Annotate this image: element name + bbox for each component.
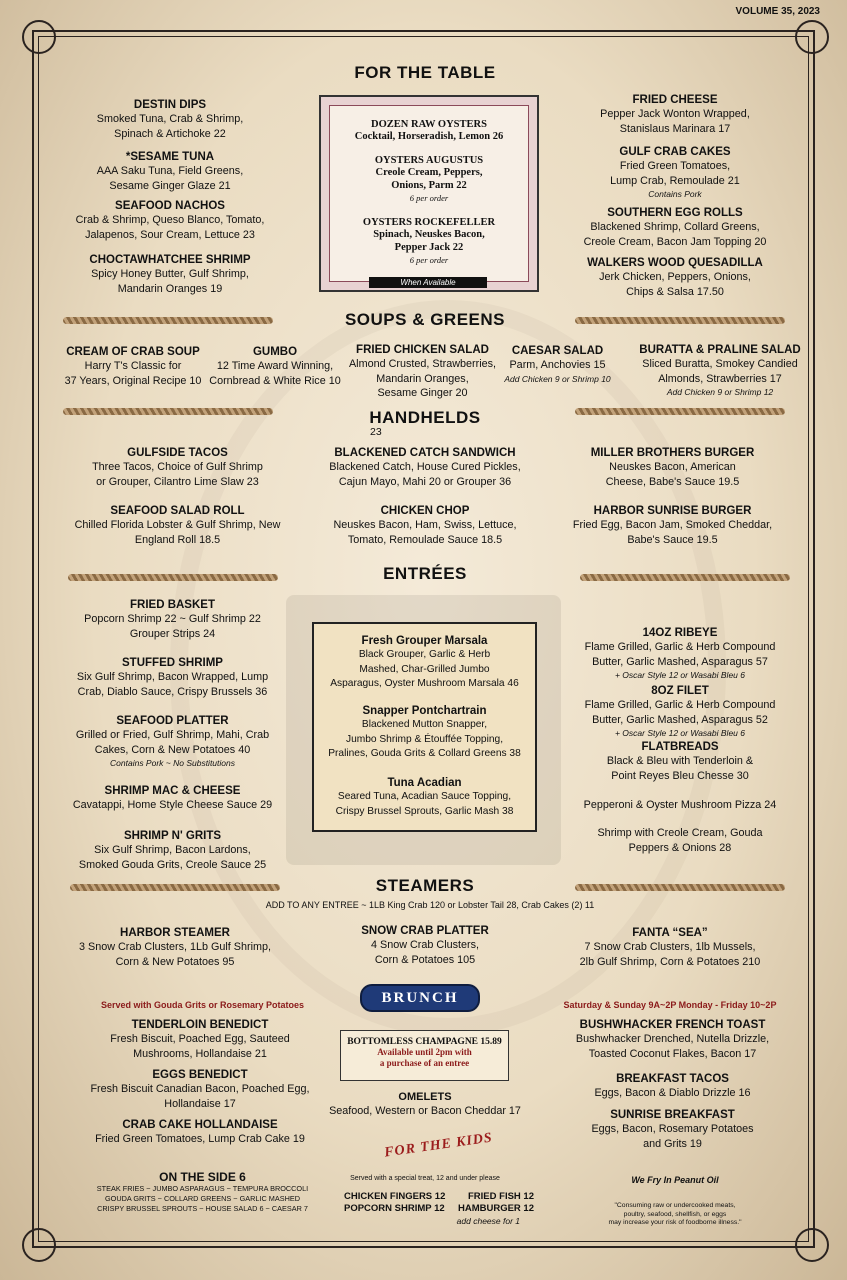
item-title: BURATTA & PRALINE SALAD bbox=[639, 344, 801, 356]
menu-item-text: Pepperoni & Oyster Mushroom Pizza 24 bbox=[583, 799, 777, 811]
menu-item bbox=[55, 1018, 345, 1061]
menu-item bbox=[560, 206, 790, 249]
item-title: FRIED CHEESE bbox=[632, 94, 718, 106]
item-desc: Creole Cream, Peppers, Onions, Parm 22 bbox=[375, 167, 483, 191]
item-note: Contains Pork bbox=[648, 189, 702, 199]
menu-item bbox=[320, 924, 530, 967]
menu-item bbox=[55, 656, 290, 699]
menu-item bbox=[55, 598, 290, 641]
item-title: SEAFOOD PLATTER bbox=[116, 715, 229, 727]
item-title: GULF CRAB CAKES bbox=[619, 146, 731, 158]
kids-cheese-note: add cheese for 1 bbox=[456, 1216, 520, 1226]
menu-item bbox=[55, 784, 290, 813]
item-title: DESTIN DIPS bbox=[133, 99, 207, 111]
item-desc: Spinach, Neuskes Bacon, Pepper Jack 22 bbox=[373, 229, 485, 253]
item-desc: Fried Green Tomatoes, Lump Crab, Remoulade 21 bbox=[610, 160, 740, 187]
section-title-steamers: STEAMERS bbox=[375, 876, 475, 895]
item-title: FLATBREADS bbox=[641, 741, 719, 753]
item-desc: Blackened Mutton Snapper, Jumbo Shrimp & Étouffée Topping, Pralines, Gouda Grits & Collard Greens 38 bbox=[328, 719, 521, 759]
side-items: STEAK FRIES ~ JUMBO ASPARAGUS ~ TEMPURA BROCCOLI GOUDA GRITS ~ COLLARD GREENS ~ GARLIC MASHED CRISPY BRUSSEL SPROUTS ~ HOUSE SALAD 6 ~ CAESAR 7 bbox=[96, 1184, 309, 1213]
menu-item bbox=[495, 344, 620, 385]
oyster-item bbox=[331, 119, 527, 143]
menu-item bbox=[545, 1018, 800, 1061]
item-desc: AAA Saku Tuna, Field Greens, Sesame Ginger Glaze 21 bbox=[96, 165, 244, 192]
item-title: 8OZ FILET bbox=[651, 685, 709, 697]
item-desc: Fresh Biscuit Canadian Bacon, Poached Egg, Hollandaise 17 bbox=[90, 1083, 310, 1110]
item-title: BREAKFAST TACOS bbox=[616, 1073, 729, 1085]
item-desc: Six Gulf Shrimp, Bacon Lardons, Smoked Gouda Grits, Creole Sauce 25 bbox=[78, 844, 267, 871]
item-desc: Smoked Tuna, Crab & Shrimp, Spinach & Artichoke 22 bbox=[96, 113, 244, 140]
item-title: 14OZ RIBEYE bbox=[642, 627, 718, 639]
menu-item bbox=[55, 1118, 345, 1147]
steamers-addon: ADD TO ANY ENTREE ~ 1LB King Crab 120 or Lobster Tail 28, Crab Cakes (2) 11 bbox=[265, 900, 595, 910]
item-title: FANTA “SEA” bbox=[632, 927, 708, 939]
item-desc: Eggs, Bacon, Rosemary Potatoes and Grits 19 bbox=[591, 1123, 754, 1150]
item-desc: 4 Snow Crab Clusters, Corn & Potatoes 105 bbox=[370, 939, 479, 966]
item-title: GULFSIDE TACOS bbox=[127, 447, 228, 459]
menu-item bbox=[48, 345, 218, 388]
rope-divider bbox=[68, 574, 278, 581]
item-note: + Oscar Style 12 or Wasabi Bleu 6 bbox=[614, 670, 745, 680]
oyster-box bbox=[319, 95, 539, 292]
item-desc: Eggs, Bacon & Diablo Drizzle 16 bbox=[594, 1087, 751, 1099]
menu-item bbox=[555, 446, 790, 489]
item-title: SHRIMP MAC & CHEESE bbox=[104, 785, 241, 797]
menu-item bbox=[545, 926, 795, 969]
menu-item bbox=[555, 504, 790, 547]
corner-ornament-icon bbox=[22, 1228, 56, 1262]
item-desc: Fried Egg, Bacon Jam, Smoked Cheddar, Babe's Sauce 19.5 bbox=[572, 519, 773, 546]
rope-divider bbox=[63, 317, 273, 324]
item-title: SNOW CRAB PLATTER bbox=[361, 925, 489, 937]
rope-divider bbox=[63, 408, 273, 415]
menu-item bbox=[55, 714, 290, 769]
item-title: CHOCTAWHATCHEE SHRIMP bbox=[89, 254, 251, 266]
kids-item: HAMBURGER 12 bbox=[457, 1203, 534, 1214]
menu-item bbox=[560, 740, 800, 783]
corner-ornament-icon bbox=[795, 20, 829, 54]
item-desc: Jerk Chicken, Peppers, Onions, Chips & Salsa 17.50 bbox=[599, 271, 751, 298]
item-title: *SESAME TUNA bbox=[125, 151, 215, 163]
menu-item bbox=[55, 253, 285, 296]
item-title: OYSTERS AUGUSTUS bbox=[374, 155, 484, 166]
rope-divider bbox=[70, 884, 280, 891]
menu-item bbox=[625, 343, 815, 398]
item-desc: Crab & Shrimp, Queso Blanco, Tomato, Jalapenos, Sour Cream, Lettuce 23 bbox=[75, 214, 265, 241]
item-note: 6 per order bbox=[409, 255, 449, 265]
menu-item bbox=[300, 504, 550, 547]
menu-item bbox=[335, 343, 510, 401]
item-desc: Blackened Catch, House Cured Pickles, Cajun Mayo, Mahi 20 or Grouper 36 bbox=[329, 461, 521, 488]
peanut-oil-note: We Fry In Peanut Oil bbox=[631, 1175, 719, 1185]
item-title: BUSHWHACKER FRENCH TOAST bbox=[579, 1019, 766, 1031]
item-desc: Blackened Shrimp, Collard Greens, Creole Cream, Bacon Jam Topping 20 bbox=[583, 221, 767, 248]
featured-entree bbox=[318, 634, 531, 692]
kids-item: POPCORN SHRIMP 12 bbox=[344, 1203, 445, 1214]
on-the-side bbox=[70, 1170, 335, 1214]
menu-item bbox=[55, 150, 285, 193]
rope-divider bbox=[580, 574, 790, 581]
item-desc: Seared Tuna, Acadian Sauce Topping, Crispy Brussel Sprouts, Garlic Mash 38 bbox=[335, 791, 514, 817]
item-title: GUMBO bbox=[252, 346, 298, 358]
item-desc: Popcorn Shrimp 22 ~ Gulf Shrimp 22 Grouper Strips 24 bbox=[84, 613, 261, 640]
item-desc: Bushwhacker Drenched, Nutella Drizzle, Toasted Coconut Flakes, Bacon 17 bbox=[575, 1033, 770, 1060]
item-desc: Black & Bleu with Tenderloin & Point Reyes Bleu Chesse 30 bbox=[606, 755, 754, 782]
menu-item bbox=[60, 926, 290, 969]
item-desc: 7 Snow Crab Clusters, 1lb Mussels, 2lb Gulf Shrimp, Corn & Potatoes 210 bbox=[579, 941, 761, 968]
item-desc: Six Gulf Shrimp, Bacon Wrapped, Lump Crab, Diablo Sauce, Crispy Brussels 36 bbox=[76, 671, 269, 698]
item-desc: Cocktail, Horseradish, Lemon 26 bbox=[354, 131, 504, 142]
brunch-badge: BRUNCH bbox=[360, 984, 480, 1012]
item-note: Contains Pork ~ No Substitutions bbox=[110, 758, 235, 768]
item-title: SHRIMP N' GRITS bbox=[123, 830, 222, 842]
item-title: FRIED BASKET bbox=[130, 599, 215, 611]
item-desc: 12 Time Award Winning, Cornbread & White Rice 10 bbox=[209, 360, 341, 387]
item-desc: Parm, Anchovies 15 bbox=[509, 359, 606, 371]
item-desc: Fresh Biscuit, Poached Egg, Sauteed Mushrooms, Hollandaise 21 bbox=[110, 1033, 290, 1060]
item-title: WALKERS WOOD QUESADILLA bbox=[587, 257, 763, 269]
menu-item bbox=[545, 1108, 800, 1151]
menu-item bbox=[560, 256, 790, 299]
item-title: Tuna Acadian bbox=[387, 777, 462, 789]
item-title: Snapper Pontchartrain bbox=[362, 705, 487, 717]
side-price: 6 bbox=[239, 1170, 246, 1184]
item-title: SEAFOOD NACHOS bbox=[115, 200, 225, 212]
item-title: CHICKEN CHOP bbox=[380, 505, 470, 517]
featured-entree bbox=[318, 776, 531, 819]
menu-item bbox=[55, 199, 285, 242]
champagne-title: BOTTOMLESS CHAMPAGNE 15.89 bbox=[347, 1037, 502, 1047]
corner-ornament-icon bbox=[22, 20, 56, 54]
item-title: SUNRISE BREAKFAST bbox=[610, 1109, 735, 1121]
kids-note: Served with a special treat, 12 and under please bbox=[350, 1175, 500, 1182]
omelets-item bbox=[320, 1090, 530, 1119]
oysters-availability-badge: When Available bbox=[369, 277, 487, 288]
menu-item bbox=[60, 446, 295, 489]
item-desc: Spicy Honey Butter, Gulf Shrimp, Mandarin Oranges 19 bbox=[91, 268, 249, 295]
item-title: CAESAR SALAD bbox=[511, 345, 604, 357]
item-desc: Chilled Florida Lobster & Gulf Shrimp, New England Roll 18.5 bbox=[74, 519, 281, 546]
item-desc: Black Grouper, Garlic & Herb Mashed, Char-Grilled Jumbo Asparagus, Oyster Mushroom Marsala 46 bbox=[330, 649, 519, 689]
menu-item bbox=[545, 1072, 800, 1101]
featured-entree bbox=[318, 704, 531, 762]
item-desc: Sliced Buratta, Smokey Candied Almonds, Strawberries 17 bbox=[642, 358, 798, 385]
item-desc: 3 Snow Crab Clusters, 1Lb Gulf Shrimp, Corn & New Potatoes 95 bbox=[78, 941, 272, 968]
section-title-handhelds: HANDHELDS bbox=[369, 408, 481, 427]
item-title: HARBOR SUNRISE BURGER bbox=[593, 505, 752, 517]
menu-item bbox=[560, 626, 800, 681]
menu-item bbox=[60, 504, 295, 547]
menu-item bbox=[55, 1068, 345, 1111]
item-desc: Flame Grilled, Garlic & Herb Compound Butter, Garlic Mashed, Asparagus 57 bbox=[584, 641, 776, 668]
item-note: Add Chicken 9 or Shrimp 10 bbox=[504, 373, 611, 384]
item-title: Fresh Grouper Marsala bbox=[361, 635, 488, 647]
menu-item bbox=[560, 145, 790, 200]
item-title: OYSTERS ROCKEFELLER bbox=[362, 217, 496, 228]
food-warning: "Consuming raw or undercooked meats, poultry, seafood, shellfish, or eggs may increase your risk of foodborne illness." bbox=[608, 1202, 742, 1226]
item-title: EGGS BENEDICT bbox=[152, 1069, 248, 1081]
menu-item bbox=[560, 684, 800, 739]
kids-label: FOR THE KIDS bbox=[383, 1130, 494, 1161]
menu-item-text: Shrimp with Creole Cream, Gouda Peppers & Onions 28 bbox=[597, 827, 763, 854]
item-desc: Grilled or Fried, Gulf Shrimp, Mahi, Crab Cakes, Corn & New Potatoes 40 bbox=[75, 729, 270, 756]
item-title: MILLER BROTHERS BURGER bbox=[590, 447, 755, 459]
item-title: CREAM OF CRAB SOUP bbox=[66, 346, 200, 358]
item-desc: Flame Grilled, Garlic & Herb Compound Butter, Garlic Mashed, Asparagus 52 bbox=[584, 699, 776, 726]
item-title: TENDERLOIN BENEDICT bbox=[131, 1019, 269, 1031]
item-desc: Three Tacos, Choice of Gulf Shrimp or Grouper, Cilantro Lime Slaw 23 bbox=[92, 461, 263, 488]
item-note: + Oscar Style 12 or Wasabi Bleu 6 bbox=[614, 728, 745, 738]
volume-label: VOLUME 35, 2023 bbox=[735, 6, 820, 17]
item-title: BLACKENED CATCH SANDWICH bbox=[334, 447, 516, 459]
menu-item bbox=[300, 446, 550, 489]
kids-item: CHICKEN FINGERS 12 bbox=[344, 1191, 446, 1202]
oyster-item bbox=[331, 217, 527, 266]
kids-item: FRIED FISH 12 bbox=[468, 1191, 534, 1202]
item-title: DOZEN RAW OYSTERS bbox=[371, 119, 487, 130]
oyster-item bbox=[331, 155, 527, 204]
rope-divider bbox=[575, 884, 785, 891]
item-desc: Cavatappi, Home Style Cheese Sauce 29 bbox=[72, 799, 273, 811]
item-desc: Seafood, Western or Bacon Cheddar 17 bbox=[329, 1105, 521, 1117]
item-note: 6 per order bbox=[409, 193, 449, 203]
section-title-for-the-table: FOR THE TABLE bbox=[354, 63, 496, 82]
item-title: SOUTHERN EGG ROLLS bbox=[607, 207, 743, 219]
menu-item bbox=[55, 98, 285, 141]
rope-divider bbox=[575, 408, 785, 415]
handhelds-price: 23 bbox=[370, 426, 382, 438]
item-desc: Neuskes Bacon, American Cheese, Babe's Sauce 19.5 bbox=[605, 461, 740, 488]
champagne-box bbox=[340, 1030, 509, 1081]
item-title: CRAB CAKE HOLLANDAISE bbox=[122, 1119, 278, 1131]
item-title: STUFFED SHRIMP bbox=[122, 657, 223, 669]
item-title: HARBOR STEAMER bbox=[120, 927, 230, 939]
kids-menu bbox=[344, 1191, 534, 1227]
featured-entrees-box bbox=[312, 622, 537, 832]
rope-divider bbox=[575, 317, 785, 324]
item-note: Add Chicken 9 or Shrimp 12 bbox=[666, 387, 774, 397]
menu-item bbox=[560, 93, 790, 136]
menu-item bbox=[200, 345, 350, 388]
item-desc: Almond Crusted, Strawberries, Mandarin Oranges, Sesame Ginger 20 bbox=[348, 358, 496, 399]
brunch-right-note: Saturday & Sunday 9A~2P Monday - Friday 10~2P bbox=[563, 1000, 777, 1010]
item-desc: Harry T's Classic for 37 Years, Original Recipe 10 bbox=[64, 360, 202, 387]
brunch-left-note: Served with Gouda Grits or Rosemary Potatoes bbox=[100, 1000, 305, 1010]
item-title: FRIED CHICKEN SALAD bbox=[356, 344, 489, 356]
section-title-entrees: ENTRÉES bbox=[383, 564, 467, 583]
item-desc: Neuskes Bacon, Ham, Swiss, Lettuce, Tomato, Remoulade Sauce 18.5 bbox=[333, 519, 517, 546]
item-title: SEAFOOD SALAD ROLL bbox=[110, 505, 245, 517]
item-title: OMELETS bbox=[398, 1091, 452, 1103]
item-desc: Pepper Jack Wonton Wrapped, Stanislaus Marinara 17 bbox=[600, 108, 750, 135]
section-title-soups: SOUPS & GREENS bbox=[344, 310, 506, 329]
corner-ornament-icon bbox=[795, 1228, 829, 1262]
champagne-sub: Available until 2pm with a purchase of an entree bbox=[377, 1047, 472, 1068]
menu-item bbox=[55, 829, 290, 872]
item-desc: Fried Green Tomatoes, Lump Crab Cake 19 bbox=[95, 1133, 305, 1145]
side-title: ON THE SIDE bbox=[159, 1170, 236, 1184]
